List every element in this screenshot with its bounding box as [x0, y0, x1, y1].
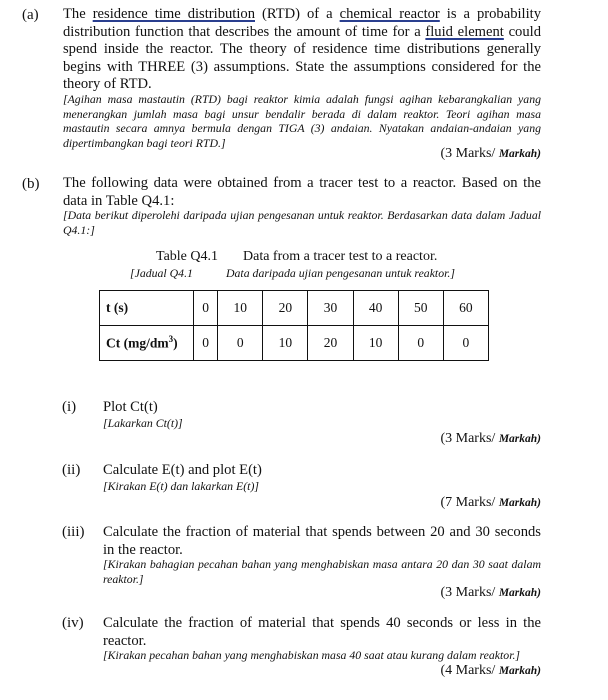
part-a-label: (a)	[22, 7, 39, 23]
table-cell: 20	[308, 326, 353, 361]
part-a-marks: (3 Marks/ Markah)	[440, 146, 541, 161]
table-cell: 0	[443, 326, 488, 361]
table-cell: 0	[398, 326, 443, 361]
question-ii-text: Calculate E(t) and plot E(t)	[103, 462, 262, 478]
table-cell: 0	[194, 291, 218, 326]
table-row-concentration	[100, 326, 489, 361]
table-cell: 60	[443, 291, 488, 326]
table-cell: 20	[263, 291, 308, 326]
table-caption-title: Data from a tracer test to a reactor.	[243, 249, 438, 264]
question-ii-translation: [Kirakan E(t) dan lakarkan E(t)]	[103, 479, 259, 493]
table-cell: 0	[218, 326, 263, 361]
highlight-rtd: residence time distribution	[92, 6, 255, 22]
table-header-concentration: Ct $(mg/dm^3)$	[100, 326, 194, 361]
question-iv-text: Calculate the fraction of material that spends 40 seconds or less in the reactor.	[103, 615, 541, 649]
table-cell: 10	[263, 326, 308, 361]
question-i-marks: (3 Marks/ Markah)	[440, 431, 541, 446]
table-cell: 10	[218, 291, 263, 326]
question-i-translation: [Lakarkan Ct(t)]	[103, 416, 183, 430]
question-iv-label: (iv)	[62, 615, 84, 631]
question-ii-label: (ii)	[62, 462, 81, 478]
part-b-translation: [Data berikut diperolehi daripada ujian pengesanan untuk reaktor. Berdasarkan data dalam Jadual Q4.1:]	[63, 208, 541, 237]
table-cell: 40	[353, 291, 398, 326]
question-i-label: (i)	[62, 399, 77, 415]
table-caption-number-malay: [Jadual Q4.1	[130, 266, 193, 280]
table-caption-number: Table Q4.1	[156, 249, 219, 264]
part-b-label: (b)	[22, 176, 40, 192]
question-iv-translation: [Kirakan pecahan bahan yang menghabiskan masa 40 saat atau kurang dalam reaktor.]	[103, 648, 521, 662]
question-iii-label: (iii)	[62, 524, 85, 540]
table-caption-title-malay: Data daripada ujian pengesanan untuk reaktor.]	[226, 266, 455, 280]
question-iv-marks: (4 Marks/ Markah)	[440, 663, 541, 678]
table-cell: 0	[194, 326, 218, 361]
table-cell: 10	[353, 326, 398, 361]
table-row-time	[100, 291, 489, 326]
question-iii-text: Calculate the fraction of material that spends between 20 and 30 seconds in the reactor.	[103, 524, 541, 558]
highlight-chemical-reactor: chemical reactor	[339, 6, 440, 22]
part-b-question: The following data were obtained from a tracer test to a reactor. Based on the data in Table Q4.1:	[63, 175, 541, 209]
table-cell: 50	[398, 291, 443, 326]
part-a-translation: [Agihan masa mastautin (RTD) bagi reaktor kimia adalah fungsi agihan kebarangkalian yang menerangkan jumlah masa bagi unsur bendalir berada di dalam reaktor. Teori agihan masa mastautin secara amnya bermula dengan TIGA (3) andaian. Nyatakan andaian-andaian yang dipertimbangkan bagi teori RTD.]	[63, 92, 541, 150]
question-ii-marks: (7 Marks/ Markah)	[440, 495, 541, 510]
question-iii-translation: [Kirakan bahagian pecahan bahan yang menghabiskan masa antara 20 dan 30 saat dalam reaktor.]	[103, 557, 541, 586]
table-header-time: t (s)	[100, 291, 194, 326]
tracer-data-table	[99, 290, 489, 361]
table-cell: 30	[308, 291, 353, 326]
question-i-text: Plot Ct(t)	[103, 399, 158, 415]
question-iii-marks: (3 Marks/ Markah)	[440, 585, 541, 600]
part-a-question: The residence time distribution (RTD) of a chemical reactor is a probability distribution function that describes the amount of time for a fluid element could spend inside the reactor. The theory of residence time distributions generally begins with THREE (3) assumptions. State the assumptions considered for the theory of RTD.	[63, 6, 542, 92]
highlight-fluid-element: fluid element	[425, 23, 504, 40]
